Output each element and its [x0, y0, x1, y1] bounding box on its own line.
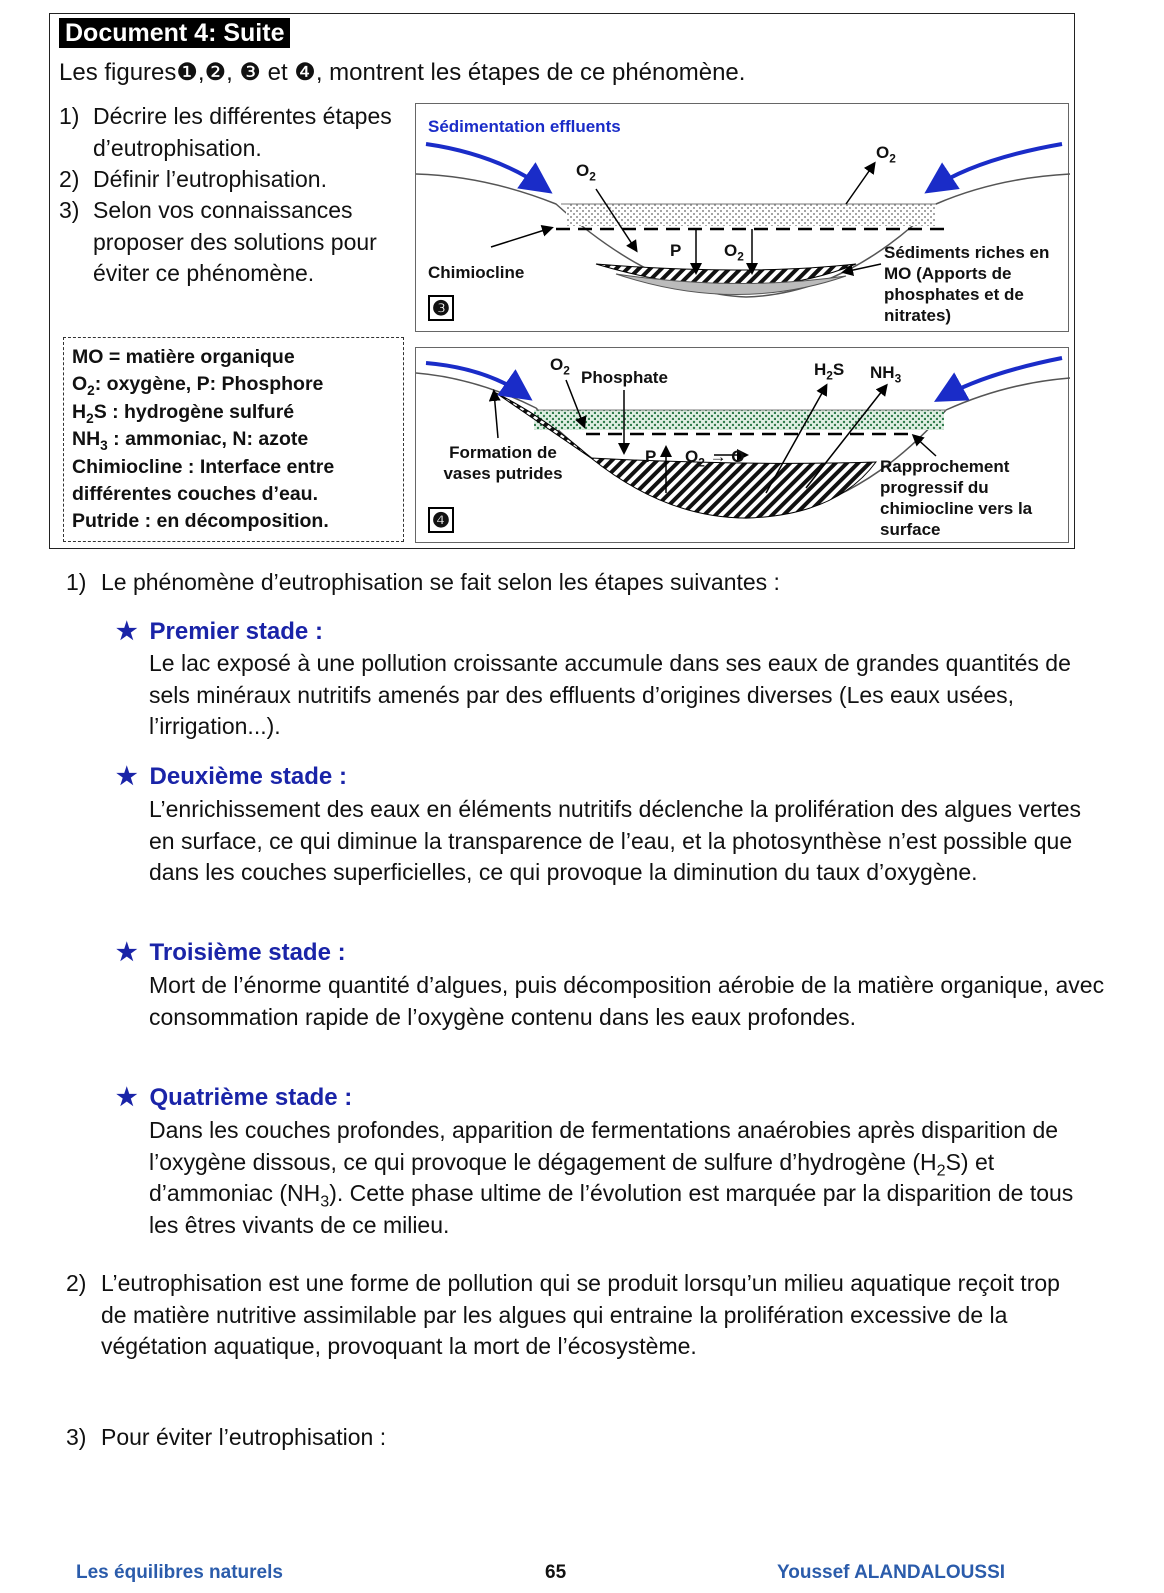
answer-1-number: 1) [66, 569, 87, 595]
label-o2-mid: $O_2$ [724, 241, 744, 264]
stage-3-heading: ★ Troisième stade : [116, 939, 346, 966]
page-number: 65 [545, 1562, 567, 1583]
question-1: 1) Décrire les différentes étapes d’eutrophisation. [59, 103, 392, 161]
footer-left: Les équilibres naturels [76, 1562, 283, 1583]
stage-1-text: Le lac exposé à une pollution croissante accumule dans ses eaux de grandes quantités de sels minéraux nutritifs amenés par des effluents d’origines diverses (Les eaux usées, l’irrigation...). [149, 650, 1071, 739]
legend-line: $H_2S$ : hydrogène sulfuré [72, 400, 295, 426]
label-sedimentation: Sédimentation effluents [428, 117, 621, 136]
answer-2-number: 2) [66, 1270, 87, 1296]
label-sediments: Sédiments riches en MO (Apports de phosphates et de nitrates) [884, 243, 1050, 325]
legend-line: différentes couches d’eau. [72, 483, 318, 506]
label-rapprochement: Rapprochement progressif du chimiocline vers la surface [880, 457, 1033, 539]
label-h2s: $H_2S$ [814, 360, 845, 383]
answer-3-text: Pour éviter l’eutrophisation : [101, 1424, 387, 1450]
label-chimiocline: Chimiocline [428, 263, 525, 282]
legend-line: $NH_3$ : ammoniac, N: azote [72, 428, 309, 454]
label-p: P [670, 241, 682, 260]
legend-line: $O_2$: oxygène, P: Phosphore [72, 373, 324, 399]
legend-line: Putride : en décomposition. [72, 510, 329, 533]
stage-2-text: L’enrichissement des eaux en éléments nutritifs déclenche la prolifération des algues vertes en surface, ce qui diminue la transparence de l’eau, et la photosynthèse n’est possible que dans les couches superficielles, ce qui provoque la diminution du taux d’oxygène. [149, 796, 1082, 885]
figure-4 [415, 347, 1069, 543]
document-intro: Les figures❶,❷, ❸ et ❹, montrent les étapes de ce phénomène. [59, 59, 746, 86]
label-o2-left: $O_2$ [576, 161, 596, 184]
stage-4-text: Dans les couches profondes, apparition de fermentations anaérobies après disparition de l’oxygène dissous, ce qui provoque le dégagement de sulfure d’hydrogène $(H_2S)$ et d’ammoniac $(NH_3)$. Cette phase ultime de l’évolution est marquée par la disparition de tous les êtres vivants de ce milieu. [149, 1117, 1074, 1238]
document-title: Document 4: Suite [59, 18, 290, 48]
question-2: 2) Définir l’eutrophisation. [59, 166, 327, 192]
label-reaction: $O_2 \to O$ [685, 447, 745, 470]
figure-number-3: ❸ [428, 295, 454, 321]
stage-3-text: Mort de l’énorme quantité d’algues, puis décomposition aérobie de la matière organique, avec consommation rapide de l’oxygène contenu dans les eaux profondes. [149, 972, 1105, 1030]
stage-4-heading: ★ Quatrième stade : [116, 1084, 353, 1111]
star-icon: ★ [116, 939, 138, 966]
star-icon: ★ [116, 763, 138, 790]
label-o2-right: $O_2$ [876, 143, 896, 166]
label-nh3: $NH_3$ [870, 363, 902, 386]
footer-right: Youssef ALANDALOUSSI [777, 1562, 1006, 1583]
figure-number-4: ❹ [428, 507, 454, 533]
label-formation: Formation de vases putrides [443, 443, 563, 483]
legend-line: Chimiocline : Interface entre [72, 455, 335, 478]
figure-3 [415, 103, 1069, 332]
answer-2-text: L’eutrophisation est une forme de pollution qui se produit lorsqu’un milieu aquatique reçoit trop de matière nutritive assimilable par les algues qui entraine la prolifération excessive de la végétation aquatique, provoquant la mort de l’écosystème. [101, 1270, 1060, 1359]
legend-box [63, 337, 404, 542]
answer-3-number: 3) [66, 1424, 87, 1450]
stage-1-heading: ★ Premier stade : [116, 618, 323, 645]
legend-line: MO = matière organique [72, 346, 295, 368]
question-3: 3) Selon vos connaissances proposer des solutions pour éviter ce phénomène. [59, 197, 377, 286]
stage-2-heading: ★ Deuxième stade : [116, 763, 347, 790]
answer-1-intro: Le phénomène d’eutrophisation se fait selon les étapes suivantes : [101, 569, 780, 595]
star-icon: ★ [116, 618, 138, 645]
label-phosphate: Phosphate [581, 368, 668, 387]
label-o2: $O_2$ [550, 355, 570, 378]
label-p: P [645, 447, 657, 466]
star-icon: ★ [116, 1084, 138, 1111]
